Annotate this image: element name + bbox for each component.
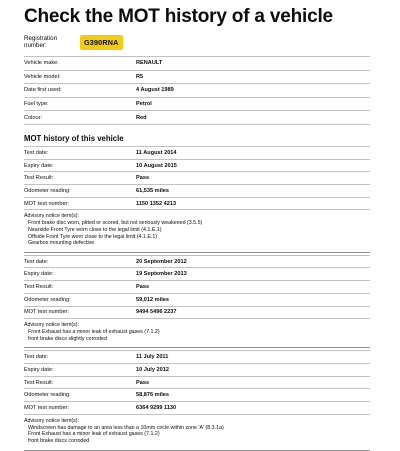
odometer-row — [24, 185, 370, 198]
test-result-value: Pass — [136, 175, 150, 182]
vehicle-make-label: Vehicle make: — [24, 60, 59, 67]
vehicle-make-value: RENAULT — [136, 60, 163, 67]
odometer-row — [24, 294, 370, 307]
test-date-value: 11 August 2014 — [136, 149, 177, 156]
odometer-label: Odometer reading: — [24, 296, 71, 303]
mot-test — [24, 255, 370, 349]
test-divider — [24, 252, 370, 253]
advisory-item: Offside Front Tyre worn close to the legal limit (4.1.E.1) — [28, 233, 158, 240]
test-date-label: Test date: — [24, 258, 49, 265]
test-date-row — [24, 350, 370, 364]
test-divider — [24, 347, 370, 348]
advisory-notices — [24, 415, 370, 448]
first-used-label: Date first used: — [24, 87, 62, 94]
page-title: Check the MOT history of a vehicle — [24, 6, 333, 27]
registration-plate: G390RNA — [80, 35, 123, 50]
fuel-type-value: Petrol — [136, 101, 152, 108]
test-date-label: Test date: — [24, 149, 49, 156]
advisory-item: Windscreen has damage to an area less than a 10mm circle within zone 'A' (8.3.1a) — [28, 424, 224, 431]
page-content — [24, 6, 370, 451]
expiry-date-value: 19 September 2013 — [136, 271, 187, 278]
advisory-list — [24, 220, 370, 246]
vehicle-details — [24, 56, 370, 125]
test-result-value: Pass — [136, 284, 150, 290]
test-result-row — [24, 172, 370, 185]
vehicle-make-row — [24, 57, 370, 71]
odometer-value: 59,012 miles — [136, 296, 169, 303]
expiry-date-row — [24, 364, 370, 377]
vehicle-model-value: R5 — [136, 73, 144, 80]
mot-test — [24, 350, 370, 450]
colour-value: Red — [136, 114, 147, 121]
mot-test-number-label: MOT test number: — [24, 200, 69, 207]
advisory-label: Advisory notice item(s): — [24, 322, 80, 329]
test-result-value: Pass — [136, 379, 150, 386]
test-result-row — [24, 377, 370, 390]
odometer-row — [24, 389, 370, 402]
test-result-label: Test Result: — [24, 284, 54, 290]
test-date-row — [24, 255, 370, 269]
fuel-type-row — [24, 98, 370, 112]
mot-test-number-value: 1150 1352 4213 — [136, 200, 177, 207]
expiry-date-value: 10 July 2012 — [136, 366, 169, 373]
mot-test-list — [24, 146, 370, 451]
test-result-label: Test Result: — [24, 379, 54, 386]
odometer-label: Odometer reading: — [24, 187, 71, 194]
first-used-value: 4 August 1989 — [136, 87, 174, 94]
advisory-notices — [24, 319, 370, 345]
advisory-item: Gearbox mounting defective — [28, 240, 95, 247]
advisory-item: Front Exhaust has a minor leak of exhaust gases (7.1.2) — [28, 431, 160, 438]
expiry-date-label: Expiry date: — [24, 271, 54, 278]
expiry-date-label: Expiry date: — [24, 366, 54, 373]
advisory-item: Front brake disc worn, pitted or scored, but not seriously weakened (3.5.5) — [28, 220, 203, 227]
mot-test-number-label: MOT test number: — [24, 309, 69, 316]
test-divider — [24, 450, 370, 451]
test-result-label: Test Result: — [24, 175, 54, 182]
registration-row — [24, 34, 370, 50]
mot-test-number-label: MOT test number: — [24, 405, 69, 411]
advisory-list — [24, 329, 370, 342]
first-used-row — [24, 84, 370, 98]
vehicle-model-row — [24, 71, 370, 85]
advisory-item: Front Exhaust has a minor leak of exhaust gases (7.1.2) — [28, 329, 160, 336]
test-date-value: 11 July 2011 — [136, 354, 169, 361]
expiry-date-label: Expiry date: — [24, 162, 54, 169]
advisory-label: Advisory notice item(s): — [24, 417, 80, 424]
test-result-row — [24, 281, 370, 294]
expiry-date-row — [24, 268, 370, 281]
mot-test-number-row — [24, 307, 370, 320]
test-date-value: 20 September 2012 — [136, 258, 187, 265]
advisory-list — [24, 425, 370, 445]
registration-label: Registration number: — [24, 35, 58, 49]
colour-row — [24, 111, 370, 125]
colour-label: Colour: — [24, 114, 43, 121]
mot-history-heading: MOT history of this vehicle — [24, 133, 124, 143]
mot-test-number-value: 9494 5496 2237 — [136, 309, 177, 316]
advisory-item: front brake discs slightly corroded — [28, 335, 107, 342]
mot-test — [24, 146, 370, 253]
mot-test-number-value: 6364 9299 1130 — [136, 405, 177, 411]
advisory-label: Advisory notice item(s): — [24, 213, 80, 220]
fuel-type-label: Fuel type: — [24, 101, 49, 108]
test-date-label: Test date: — [24, 354, 49, 361]
expiry-date-row — [24, 160, 370, 173]
odometer-label: Odometer reading: — [24, 392, 71, 399]
advisory-notices — [24, 210, 370, 249]
vehicle-model-label: Vehicle model: — [24, 73, 61, 80]
advisory-item: Nearside Front Tyre worn close to the legal limit (4.1.E.1) — [28, 227, 162, 233]
test-date-row — [24, 146, 370, 160]
mot-test-number-row — [24, 198, 370, 211]
advisory-item: front brake discs corroded — [28, 438, 90, 445]
odometer-value: 58,876 miles — [136, 392, 169, 399]
odometer-value: 61,535 miles — [136, 187, 169, 194]
expiry-date-value: 10 August 2015 — [136, 162, 177, 169]
